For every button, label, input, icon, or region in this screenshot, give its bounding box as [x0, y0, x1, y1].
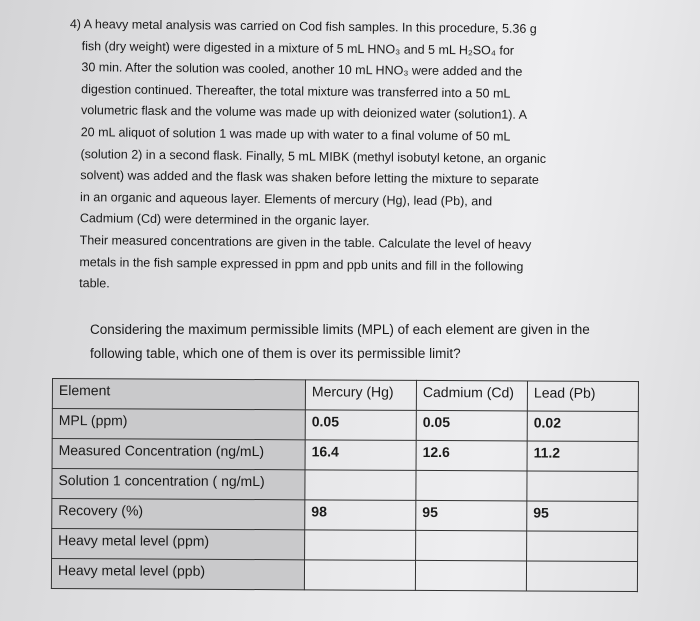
table-row: [51, 559, 637, 592]
problem-line: Cadmium (Cd) were determined in the organic layer.: [79, 211, 370, 229]
table-header-row: [52, 379, 638, 412]
table-row: [52, 409, 638, 442]
question-text: [90, 318, 650, 366]
table-cell: [304, 560, 415, 591]
problem-line: (solution 2) in a second flask. Finally, 5 mL MIBK (methyl isobutyl ketone, an organic: [80, 146, 547, 166]
row-label: Heavy metal level (ppb): [51, 559, 304, 590]
table-cell: [416, 530, 527, 561]
row-label: Recovery (%): [52, 499, 305, 530]
results-table: [51, 378, 639, 592]
problem-line: metals in the fish sample expressed in ppm and ppb units and fill in the following: [79, 254, 524, 274]
table-cell: 16.4: [305, 440, 416, 471]
problem-line: 20 mL aliquot of solution 1 was made up with water to a final volume of 50 mL: [80, 125, 511, 144]
table-row: [52, 439, 638, 472]
table-cell: 0.02: [527, 411, 638, 442]
problem-line: 4) A heavy metal analysis was carried on Cod fish samples. In this procedure, 5.36 g: [69, 16, 537, 36]
row-label: Solution 1 concentration ( ng/mL): [52, 469, 305, 500]
table-row: [52, 529, 638, 562]
header-cell: Element: [52, 379, 305, 410]
problem-line: in an organic and aqueous layer. Elements of mercury (Hg), lead (Pb), and: [80, 189, 493, 209]
row-label: Heavy metal level (ppm): [52, 529, 305, 560]
problem-line: solvent) was added and the flask was shaken before letting the mixture to separate: [80, 168, 539, 188]
table-cell: 12.6: [416, 440, 527, 471]
problem-line: 30 min. After the solution was cooled, another 10 mL HNO₃ were added and the: [81, 60, 523, 79]
table-cell: 95: [416, 500, 527, 531]
table-cell: [527, 471, 638, 502]
table-cell: 95: [527, 501, 638, 532]
problem-line: volumetric flask and the volume was made up with deionized water (solution1). A: [80, 103, 528, 123]
table-cell: 0.05: [305, 410, 416, 441]
table-cell: [415, 560, 526, 591]
problem-line: digestion continued. Thereafter, the total mixture was transferred into a 50 mL: [81, 81, 511, 101]
table-cell: [305, 470, 416, 501]
table-cell: 11.2: [527, 441, 638, 472]
table-cell: [526, 561, 637, 592]
problem-line: table.: [79, 276, 110, 291]
table-cell: [305, 530, 416, 561]
problem-text: [67, 14, 630, 301]
problem-line: Their measured concentrations are given in the table. Calculate the level of heavy: [79, 233, 532, 252]
table-cell: [527, 531, 638, 562]
header-cell: Mercury (Hg): [305, 380, 416, 411]
table-cell: 98: [305, 500, 416, 531]
table-row: [52, 469, 638, 502]
row-label: MPL (ppm): [52, 409, 305, 440]
header-cell: Cadmium (Cd): [416, 380, 527, 411]
question-line: Considering the maximum permissible limits (MPL) of each element are given in the: [90, 322, 590, 337]
problem-line: fish (dry weight) were digested in a mixture of 5 mL HNO₃ and 5 mL H₂SO₄ for: [81, 38, 515, 58]
row-label: Measured Concentration (ng/mL): [52, 439, 305, 470]
question-line: following table, which one of them is over its permissible limit?: [90, 346, 461, 361]
header-cell: Lead (Pb): [527, 381, 638, 412]
table-row: [52, 499, 638, 532]
table-cell: [416, 470, 527, 501]
table-cell: 0.05: [416, 410, 527, 441]
